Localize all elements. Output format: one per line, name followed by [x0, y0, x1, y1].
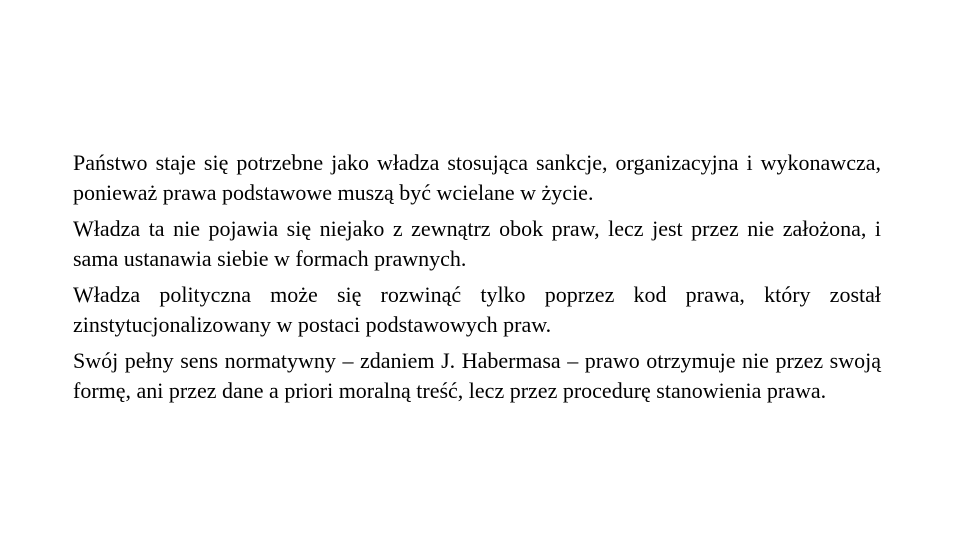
paragraph-power-legal-forms: Władza ta nie pojawia się niejako z zewnątrz obok praw, lecz jest przez nie założona, i sama ustanawia siebie w formach prawnych.: [73, 216, 881, 271]
paragraph-political-power-code: Władza polityczna może się rozwinąć tylko poprzez kod prawa, który został zinstytucjonalizowany w postaci podstawowych praw.: [73, 282, 881, 337]
paragraph-habermas-normative-sense: Swój pełny sens normatywny – zdaniem J. Habermasa – prawo otrzymuje nie przez swoją formę, ani przez dane a priori moralną treść, lecz przez procedurę stanowienia prawa.: [73, 348, 881, 403]
paragraph-state-as-power: Państwo staje się potrzebne jako władza stosująca sankcje, organizacyjna i wykonawcza, ponieważ prawa podstawowe muszą być wcielane w życie.: [73, 150, 881, 205]
text-block: [73, 148, 881, 412]
